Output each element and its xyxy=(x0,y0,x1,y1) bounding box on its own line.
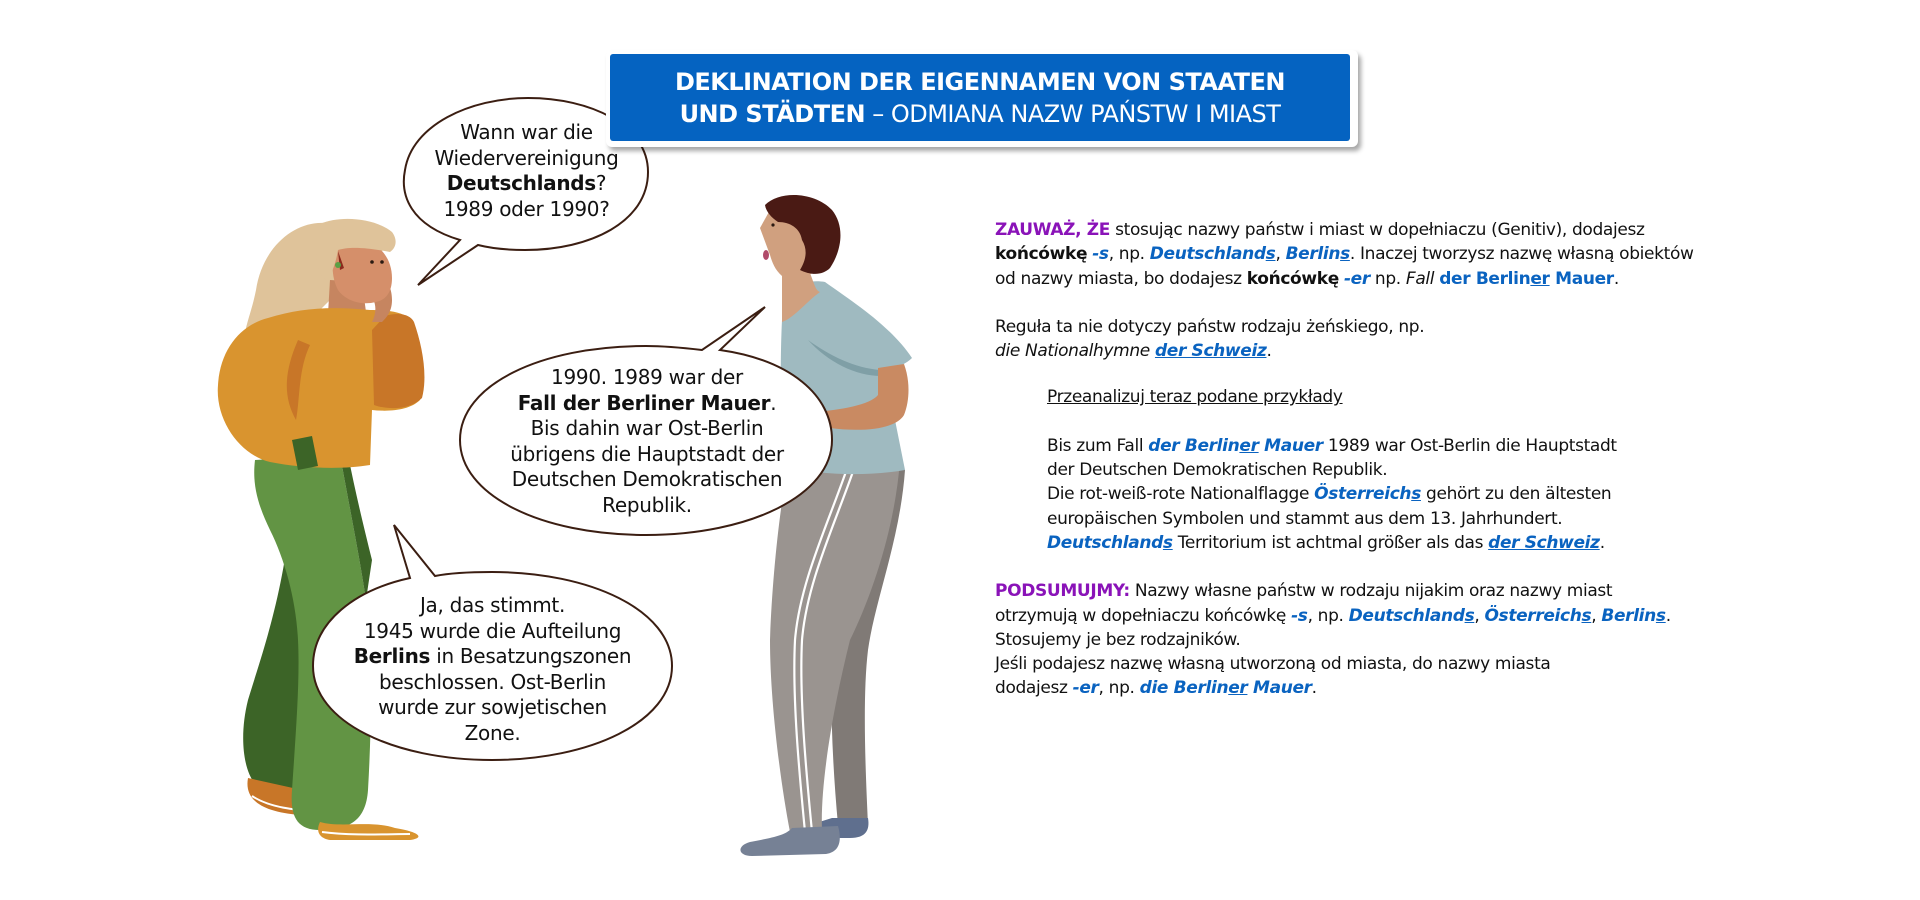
bubble-2-line: Bis dahin war Ost-Berlin xyxy=(530,416,764,440)
text: die Nationalhymne xyxy=(995,341,1155,362)
title-line-2-subtitle: – ODMIANA NAZW PAŃSTW I MIAST xyxy=(865,99,1281,128)
note-paragraph: ZAUWAŻ, ŻE stosując nazwy państw i miast w dopełniaczu (Genitiv), dodajesz końcówkę -s, np. Deutschlands, Berlins. Inaczej tworzysz nazwę własną obiektów od nazwy miasta, bo dodajesz końcówkę -er np. Fall der Berliner Mauer. xyxy=(995,220,1694,289)
ending-highlight: -s xyxy=(1291,605,1308,626)
text: Die rot-weiß-rote Nationalflagge xyxy=(1047,484,1315,505)
bubble-2-line: übrigens die Hauptstadt der xyxy=(510,441,784,466)
speech-bubble-1 xyxy=(405,120,648,222)
example-deutschlands: Deutschlands xyxy=(1149,244,1276,265)
summary-label: PODSUMUJMY: xyxy=(995,581,1130,602)
example-deutschlands: Deutschlands xyxy=(1348,605,1475,626)
text: końcówkę xyxy=(1246,268,1339,289)
bubble-2-line: Republik. xyxy=(602,492,692,517)
text: Bis zum Fall xyxy=(1047,435,1149,456)
bubble-2-text: . xyxy=(770,390,777,415)
example-berlins: Berlins xyxy=(1601,605,1666,626)
ending-highlight: -er xyxy=(1343,268,1370,289)
text: np. xyxy=(1369,268,1406,289)
summary-paragraph: PODSUMUJMY: Nazwy własne państw w rodzaju nijakim oraz nazwy miast otrzymują w dopełniaczu końcówkę -s, np. Deutschlands, Österreichs, Berlins. Stosujemy je bez rodzajników. Jeśli podajesz nazwę własną utworzoną od miasta, do nazwy miasta dodajesz -er, np. die Berliner Mauer. xyxy=(995,579,1795,700)
text: 1989 war Ost-Berlin die Hauptstadt xyxy=(1322,435,1617,456)
text: , np. xyxy=(1307,605,1349,626)
text: od nazwy miasta, bo dodajesz xyxy=(995,268,1247,289)
bubble-3-line: Ja, das stimmt. xyxy=(419,593,566,617)
bubble-3-text: in Besatzungszonen xyxy=(430,644,632,668)
bubble-3-line: Zone. xyxy=(464,720,521,745)
speech-bubble-2 xyxy=(462,365,832,518)
text: Territorium ist achtmal größer als das xyxy=(1172,532,1489,553)
bubble-3-line: beschlossen. Ost-Berlin xyxy=(378,669,607,694)
bubble-1-line: 1989 oder 1990? xyxy=(443,196,610,221)
example-der-schweiz: der Schweiz xyxy=(1488,532,1600,553)
bubble-2-bold: Fall der Berliner Mauer xyxy=(517,390,771,415)
text: , np. xyxy=(1108,244,1150,265)
text: , xyxy=(1275,244,1286,265)
text: dodajesz xyxy=(995,678,1073,699)
speech-bubble-3 xyxy=(315,593,670,746)
example-die-berliner-mauer: die Berliner Mauer xyxy=(1139,678,1312,699)
grammar-notes xyxy=(995,218,1795,701)
ending-highlight: -s xyxy=(1092,244,1109,265)
example-berliner-mauer: der Berliner Mauer xyxy=(1439,268,1614,289)
text: Jeśli podajesz nazwę własną utworzoną od miasta, do nazwy miasta xyxy=(995,654,1551,675)
title-banner xyxy=(606,50,1358,147)
bubble-1-bold: Deutschlands xyxy=(446,171,596,195)
examples-heading: Przeanalizuj teraz podane przykłady xyxy=(1047,387,1343,408)
examples-block: Przeanalizuj teraz podane przykłady Bis zum Fall der Berliner Mauer 1989 war Ost-Berlin die Hauptstadt der Deutschen Demokratischen Republik. Die rot-weiß-rote Nationalflagge Österreichs gehört zu den ältesten europäischen Symbolen und stammt aus dem 13. Jahrhundert. Deutschlands Territorium ist achtmal größer als das der Schweiz. xyxy=(1047,385,1795,555)
example-berliner-mauer: der Berliner Mauer xyxy=(1148,435,1323,456)
text: der Deutschen Demokratischen Republik. xyxy=(1047,460,1388,481)
example-oesterreichs: Österreichs xyxy=(1484,605,1592,626)
note-label: ZAUWAŻ, ŻE xyxy=(995,220,1111,240)
text: końcówkę xyxy=(995,244,1088,265)
bubble-2-line: Deutschen Demokratischen xyxy=(511,467,783,491)
text: Stosujemy je bez rodzajników. xyxy=(995,629,1241,650)
text: , np. xyxy=(1098,678,1140,699)
rule-paragraph: Reguła ta nie dotyczy państw rodzaju żeńskiego, np. die Nationalhymne der Schweiz. xyxy=(995,315,1795,364)
example-oesterreichs: Österreichs xyxy=(1314,484,1421,505)
ending-highlight: -er xyxy=(1072,678,1099,699)
text: gehört zu den ältesten xyxy=(1420,484,1612,505)
page-title xyxy=(610,54,1350,141)
bubble-2-line: 1990. 1989 war der xyxy=(551,365,743,389)
bubble-1-line xyxy=(405,171,648,197)
bubble-1-line: Wann war die xyxy=(460,120,593,144)
bubble-3-line: wurde zur sowjetischen xyxy=(378,695,607,719)
bubble-1-text: ? xyxy=(595,171,607,195)
text: . Inaczej tworzysz nazwę własną obiektów xyxy=(1349,244,1694,265)
bubble-3-line: 1945 wurde die Aufteilung xyxy=(363,618,622,643)
man-figure xyxy=(740,195,912,856)
title-line-2-bold: UND STÄDTEN xyxy=(679,99,866,128)
bubble-3-line xyxy=(315,644,670,670)
bubble-1-line: Wiedervereinigung xyxy=(434,145,619,170)
text: Fall xyxy=(1405,268,1435,289)
text: europäischen Symbolen und stammt aus dem 13. Jahrhundert. xyxy=(1047,508,1563,529)
title-line-1: DEKLINATION DER EIGENNAMEN VON STAATEN xyxy=(674,67,1286,96)
text: Nazwy własne państw w rodzaju nijakim oraz nazwy miast xyxy=(1129,581,1613,602)
bubble-2-line xyxy=(462,391,832,417)
woman-figure xyxy=(218,219,425,840)
text: Reguła ta nie dotyczy państw rodzaju żeńskiego, np. xyxy=(995,316,1425,337)
example-berlins: Berlins xyxy=(1285,244,1350,265)
text: otrzymują w dopełniaczu końcówkę xyxy=(995,605,1292,626)
example-der-schweiz: der Schweiz xyxy=(1154,341,1267,362)
bubble-3-bold: Berlins xyxy=(353,644,431,668)
example-deutschlands: Deutschlands xyxy=(1047,532,1173,553)
text: stosując nazwy państw i miast w dopełniaczu (Genitiv), dodajesz xyxy=(1110,220,1645,240)
